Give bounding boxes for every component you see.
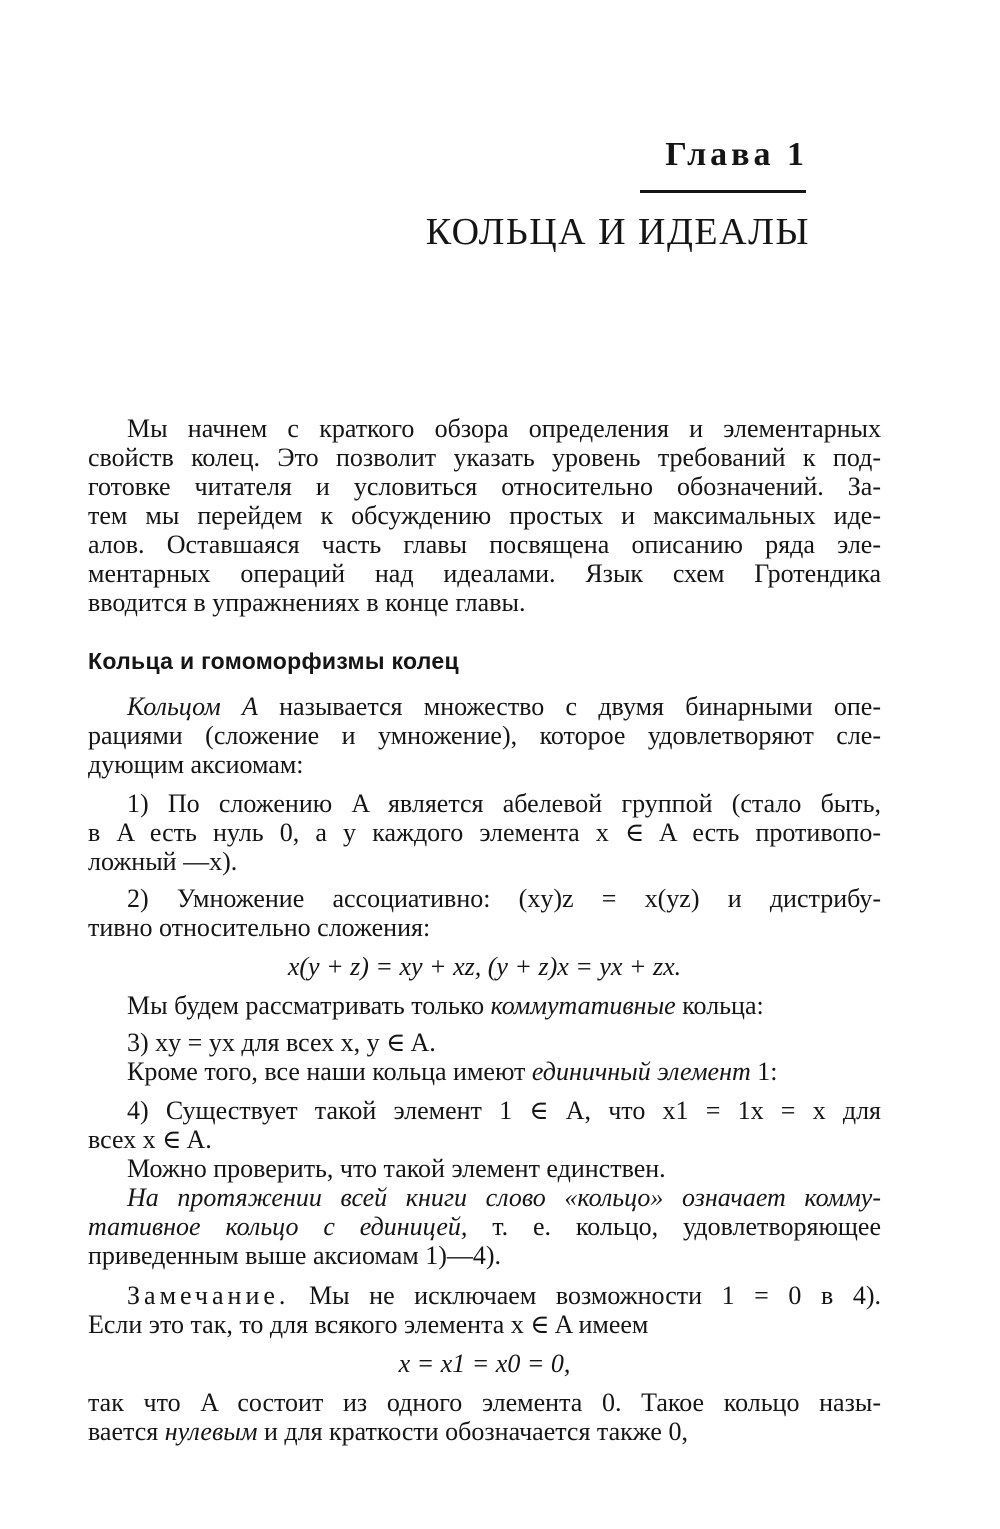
axiom-1-line: ложный —x). bbox=[88, 847, 238, 876]
emphasis: тативное кольцо с единицей, bbox=[88, 1212, 468, 1241]
axiom-1-line: 1) По сложению A является абелевой группой (стало быть, bbox=[127, 789, 881, 818]
intro-line: свойств колец. Это позволит указать уровень требований к под- bbox=[88, 443, 881, 472]
formula-distributive: x(y + z) = xy + xz, (y + z)x = yx + zx. bbox=[287, 952, 682, 981]
definition-line: Кольцом A называется множество с двумя бинарными опе- bbox=[127, 692, 881, 721]
intro-line: Мы начнем с краткого обзора определения и элементарных bbox=[127, 414, 881, 443]
remark-line: так что A состоит из одного элемента 0. Такое кольцо назы- bbox=[88, 1388, 881, 1417]
convention-line: тативное кольцо с единицей, т. е. кольцо, удовлетворяющее bbox=[88, 1212, 881, 1241]
axiom-4-line: 4) Существует такой элемент 1 ∈ A, что x1 = 1x = x для bbox=[127, 1096, 881, 1125]
convention-line: На протяжении всей книги слово «кольцо» означает комму- bbox=[127, 1183, 881, 1212]
uniqueness-note: Можно проверить, что такой элемент единствен. bbox=[127, 1154, 666, 1183]
defined-term: Кольцом A bbox=[127, 692, 258, 721]
axiom-3-line: 3) xy = yx для всех x, y ∈ A. bbox=[127, 1028, 436, 1057]
formula-zero: x = x1 = x0 = 0, bbox=[398, 1349, 571, 1378]
intro-line: ментарных операций над идеалами. Язык схем Гротендика bbox=[88, 559, 881, 588]
axiom-1-line: в A есть нуль 0, а у каждого элемента x ∈ A есть противопо- bbox=[88, 818, 881, 847]
convention-line: приведенным выше аксиомам 1)—4). bbox=[88, 1241, 502, 1270]
axiom-2-line: тивно относительно сложения: bbox=[88, 913, 431, 942]
intro-line: готовке читателя и условиться относительно обозначений. За- bbox=[88, 472, 881, 501]
definition-line: дующим аксиомам: bbox=[88, 750, 304, 779]
chapter-rule bbox=[640, 190, 806, 193]
commutative-intro: Мы будем рассматривать только коммутативные кольца: bbox=[127, 991, 764, 1020]
axiom-4-line: всех x ∈ A. bbox=[88, 1125, 212, 1154]
intro-line: тем мы перейдем к обсуждению простых и максимальных иде- bbox=[88, 501, 881, 530]
unit-intro: Кроме того, все наши кольца имеют единичный элемент 1: bbox=[127, 1057, 778, 1086]
remark-line: вается нулевым и для краткости обозначается также 0, bbox=[88, 1417, 688, 1446]
emphasis: коммутативные bbox=[490, 991, 676, 1020]
remark-word: Замечание. bbox=[127, 1281, 290, 1310]
intro-line: вводится в упражнениях в конце главы. bbox=[88, 588, 526, 617]
intro-line: алов. Оставшаяся часть главы посвящена описанию ряда эле- bbox=[88, 530, 881, 559]
chapter-title: КОЛЬЦА И ИДЕАЛЫ bbox=[425, 211, 810, 253]
remark-line: Замечание. Мы не исключаем возможности 1 = 0 в 4). bbox=[127, 1281, 881, 1310]
emphasis: нулевым bbox=[164, 1417, 258, 1446]
chapter-label: Глава 1 bbox=[665, 136, 808, 173]
definition-line: рациями (сложение и умножение), которое удовлетворяют сле- bbox=[88, 721, 881, 750]
remark-line: Если это так, то для всякого элемента x ∈ A имеем bbox=[88, 1310, 649, 1339]
axiom-2-line: 2) Умножение ассоциативно: (xy)z = x(yz) и дистрибу- bbox=[127, 884, 881, 913]
emphasis: единичный элемент bbox=[531, 1057, 751, 1086]
section-heading: Кольца и гомоморфизмы колец bbox=[88, 648, 459, 674]
